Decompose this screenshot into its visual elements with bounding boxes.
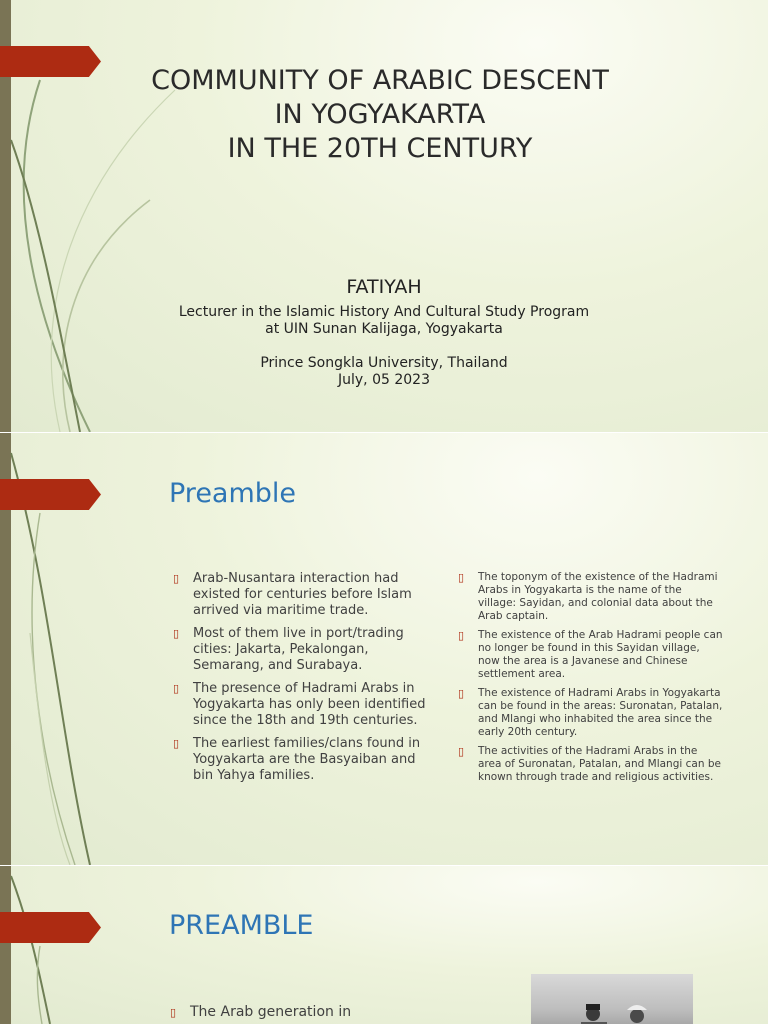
- slide-arrow-accent: [0, 46, 101, 77]
- list-item: ▯ The existence of Hadrami Arabs in Yogyakarta can be found in the areas: Suronatan, Patalan, and Mlangi who inhabited the area since the early 20th century.: [458, 687, 723, 738]
- historical-photo: [531, 974, 693, 1024]
- list-item: ▯ Most of them live in port/trading cities: Jakarta, Pekalongan, Semarang, and Surabaya.: [173, 626, 404, 673]
- bullet-marker-icon: ▯: [173, 682, 180, 695]
- list-item: ▯ Arab-Nusantara interaction had existed for centuries before Islam arrived via maritime trade.: [173, 571, 412, 618]
- bullet-marker-icon: ▯: [458, 571, 465, 584]
- list-item: ▯ The Arab generation in: [170, 1004, 352, 1020]
- affiliation-line: at UIN Sunan Kalijaga, Yogyakarta: [265, 321, 503, 337]
- bullet-list: [170, 1004, 430, 1021]
- affiliation-line: Lecturer in the Islamic History And Cultural Study Program: [178, 304, 590, 320]
- bullet-marker-icon: ▯: [173, 572, 180, 585]
- title-slide: [0, 0, 768, 432]
- bullet-marker-icon: ▯: [458, 629, 465, 642]
- preamble-slide-2: [0, 866, 768, 1024]
- list-item: ▯ The earliest families/clans found in Yogyakarta are the Basyaiban and bin Yahya families.: [173, 736, 421, 783]
- author-name: FATIYAH: [346, 276, 422, 298]
- slide-heading: Preamble: [169, 478, 297, 509]
- presentation-title: [100, 64, 660, 166]
- left-bullet-list: [173, 571, 438, 791]
- list-item: ▯ The presence of Hadrami Arabs in Yogyakarta has only been identified since the 18th and 19th centuries.: [173, 681, 426, 728]
- bullet-marker-icon: ▯: [458, 687, 465, 700]
- slide-arrow-accent: [0, 912, 101, 943]
- photo-figures-icon: [531, 974, 693, 1024]
- bullet-marker-icon: ▯: [170, 1006, 177, 1019]
- slide-heading: PREAMBLE: [169, 910, 314, 941]
- preamble-slide: [0, 433, 768, 865]
- title-line: COMMUNITY OF ARABIC DESCENT: [151, 65, 609, 96]
- bullet-marker-icon: ▯: [173, 627, 180, 640]
- bullet-marker-icon: ▯: [173, 737, 180, 750]
- slide-arrow-accent: [0, 479, 101, 510]
- title-line: IN THE 20TH CENTURY: [227, 133, 533, 164]
- presentation-date: July, 05 2023: [338, 372, 430, 388]
- venue: Prince Songkla University, Thailand: [260, 355, 508, 371]
- title-line: IN YOGYAKARTA: [274, 99, 486, 130]
- list-item: ▯ The existence of the Arab Hadrami people can no longer be found in this Sayidan village, now the area is a Javanese and Chinese settlement area.: [458, 629, 723, 680]
- list-item: ▯ The toponym of the existence of the Hadrami Arabs in Yogyakarta is the name of the village: Sayidan, and colonial data about the Arab captain.: [458, 571, 718, 622]
- decorative-swirl: [0, 866, 200, 1024]
- right-bullet-list: [458, 571, 723, 790]
- list-item: ▯ The activities of the Hadrami Arabs in the area of Suronatan, Patalan, and Mlangi can be known through trade and religious activities.: [458, 745, 721, 783]
- bullet-marker-icon: ▯: [458, 745, 465, 758]
